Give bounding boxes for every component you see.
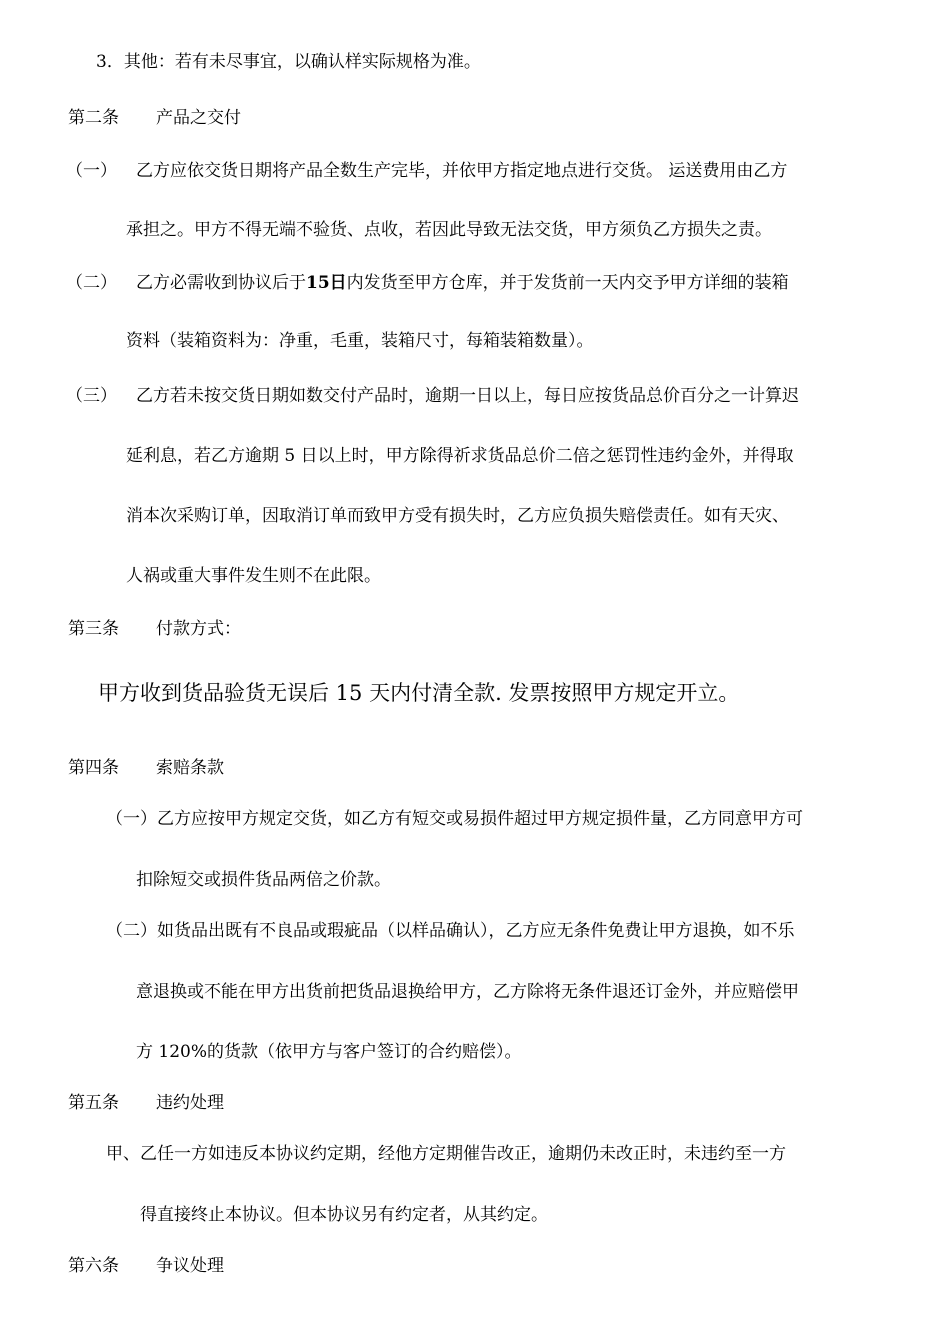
article-2-title: 产品之交付	[156, 108, 241, 128]
article-5-number: 第五条	[68, 1093, 119, 1113]
item-3-other: 3．其他：若有未尽事宜，以确认样实际规格为准。	[96, 52, 481, 72]
art2-clause-3-line-3: 消本次采购订单，因取消订单而致甲方受有损失时，乙方应负损失赔偿责任。如有天灾、	[126, 506, 789, 526]
article-5-title: 违约处理	[156, 1093, 224, 1113]
clause-2-text-c: 内发货至甲方仓库，并于发货前一天内交予甲方详细的装箱	[346, 273, 789, 293]
art2-clause-2-line-1	[136, 272, 789, 294]
art4-clause-1-line-1: （一）乙方应按甲方规定交货，如乙方有短交或易损件超过甲方规定损件量，乙方同意甲方可	[106, 809, 803, 829]
art2-clause-2-line-2: 资料（装箱资料为：净重，毛重，装箱尺寸，每箱装箱数量）。	[126, 331, 594, 351]
delivery-days-emphasis: 15日	[306, 273, 347, 293]
article-6-number: 第六条	[68, 1256, 119, 1276]
art4-clause-2-line-1: （二）如货品出既有不良品或瑕疵品（以样品确认），乙方应无条件免费让甲方退换，如不乐	[106, 921, 795, 941]
art2-clause-3-line-4: 人祸或重大事件发生则不在此限。	[126, 566, 381, 586]
art2-clause-3-line-2: 延利息，若乙方逾期 5 日以上时，甲方除得祈求货品总价二倍之惩罚性违约金外，并得取	[126, 446, 794, 466]
payment-terms-text: 甲方收到货品验货无误后 15 天内付清全款. 发票按照甲方规定开立。	[98, 681, 740, 705]
article-3-title: 付款方式：	[156, 619, 241, 639]
article-6-title: 争议处理	[156, 1256, 224, 1276]
art2-clause-1-mark: （一）	[66, 161, 117, 181]
article-3-number: 第三条	[68, 619, 119, 639]
art2-clause-3-line-1: 乙方若未按交货日期如数交付产品时，逾期一日以上，每日应按货品总价百分之一计算迟	[136, 386, 799, 406]
article-4-number: 第四条	[68, 758, 119, 778]
art5-text-line-2: 得直接终止本协议。但本协议另有约定者，从其约定。	[140, 1205, 548, 1225]
article-4-title: 索赔条款	[156, 758, 224, 778]
article-2-number: 第二条	[68, 108, 119, 128]
art4-clause-2-line-2: 意退换或不能在甲方出货前把货品退换给甲方，乙方除将无条件退还订金外，并应赔偿甲	[136, 982, 799, 1002]
clause-2-text-a: 乙方必需收到协议后于	[136, 273, 306, 293]
art4-clause-1-line-2: 扣除短交或损件货品两倍之价款。	[136, 870, 391, 890]
art2-clause-1-line-1: 乙方应依交货日期将产品全数生产完毕，并依甲方指定地点进行交货。 运送费用由乙方	[136, 161, 788, 181]
art2-clause-3-mark: （三）	[66, 386, 117, 406]
art5-text-line-1: 甲、乙任一方如违反本协议约定期，经他方定期催告改正，逾期仍未改正时，未违约至一方	[106, 1144, 786, 1164]
art4-clause-2-line-3: 方 120%的货款（依甲方与客户签订的合约赔偿）。	[136, 1042, 522, 1062]
art2-clause-2-mark: （二）	[66, 273, 117, 293]
art2-clause-1-line-2: 承担之。甲方不得无端不验货、点收，若因此导致无法交货，甲方须负乙方损失之责。	[126, 220, 772, 240]
